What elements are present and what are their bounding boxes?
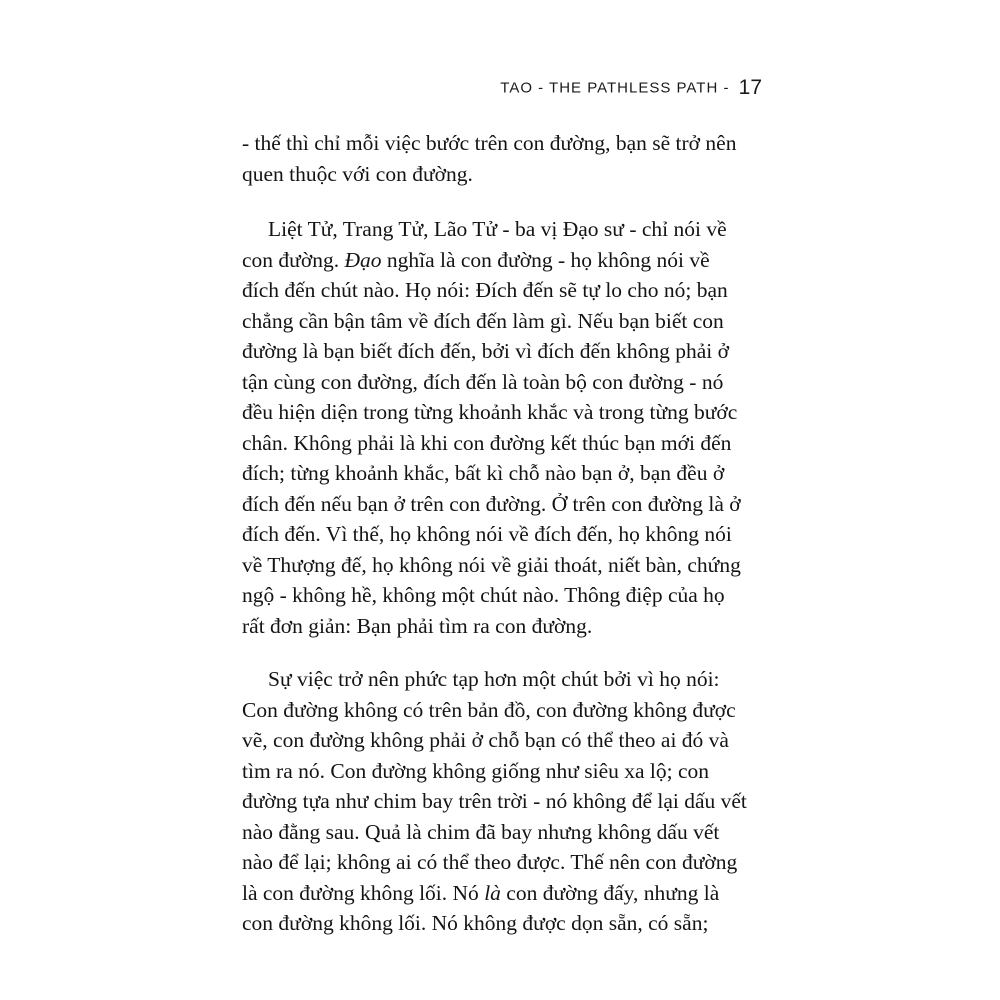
text-line: nào để lại; không ai có thể theo được. Thế nên con đường — [242, 850, 738, 874]
text-line: chân. Không phải là khi con đường kết thúc bạn mới đến — [242, 430, 732, 455]
text-line: đường tựa như chim bay trên trời - nó không để lại dấu vết — [242, 789, 747, 813]
body-text — [242, 128, 772, 939]
text-line: đều hiện diện trong từng khoảnh khắc và trong từng bước — [242, 400, 738, 424]
text-line: - thế thì chỉ mỗi việc bước trên con đường, bạn sẽ trở nên — [242, 131, 737, 155]
running-header-title: TAO - THE PATHLESS PATH - — [500, 79, 730, 97]
text-line: chẳng cần bận tâm về đích đến làm gì. Nếu bạn biết con — [242, 308, 724, 333]
paragraph-1 — [242, 128, 772, 189]
text-line: đích đến chút nào. Họ nói: Đích đến sẽ tự lo cho nó; bạn — [242, 278, 728, 302]
text-line: tìm ra nó. Con đường không giống như siêu xa lộ; con — [242, 758, 710, 783]
paragraph-3 — [242, 664, 772, 939]
text-line: Sự việc trở nên phức tạp hơn một chút bởi vì họ nói: — [268, 667, 720, 691]
text-line: đích đến nếu bạn ở trên con đường. Ở trên con đường là ở — [242, 491, 741, 516]
paragraph-2 — [242, 214, 772, 641]
running-header — [500, 76, 762, 100]
text-line: Liệt Tử, Trang Tử, Lão Tử - ba vị Đạo sư - chỉ nói về — [268, 217, 727, 241]
text-segment: là con đường không lối. Nó — [242, 880, 479, 905]
text-line-mixed — [242, 245, 772, 276]
text-line: Con đường không có trên bản đồ, con đường không được — [242, 697, 736, 722]
text-line: rất đơn giản: Bạn phải tìm ra con đường. — [242, 613, 593, 638]
text-line: ngộ - không hề, không một chút nào. Thông điệp của họ — [242, 583, 725, 607]
text-segment: nghĩa là con đường - họ không nói về — [386, 247, 710, 272]
page-number: 17 — [738, 76, 762, 99]
text-line: con đường không lối. Nó không được dọn sẵn, có sẵn; — [242, 911, 709, 935]
italic-term: là — [484, 880, 501, 905]
text-line: vẽ, con đường không phải ở chỗ bạn có thể theo ai đó và — [242, 728, 729, 752]
text-line: nào đằng sau. Quả là chim đã bay nhưng không dấu vết — [242, 819, 720, 844]
italic-term: Đạo — [344, 247, 382, 272]
text-line: đường là bạn biết đích đến, bởi vì đích đến không phải ở — [242, 339, 730, 363]
text-line: đích đến. Vì thế, họ không nói về đích đến, họ không nói — [242, 522, 732, 546]
text-segment: con đường đấy, nhưng là — [506, 880, 720, 905]
text-line-mixed — [242, 878, 772, 909]
text-segment: con đường. — [242, 247, 340, 272]
text-line: đích; từng khoảnh khắc, bất kì chỗ nào bạn ở, bạn đều ở — [242, 461, 725, 485]
text-line: tận cùng con đường, đích đến là toàn bộ con đường - nó — [242, 369, 724, 394]
text-line: quen thuộc với con đường. — [242, 161, 473, 186]
text-line: về Thượng đế, họ không nói về giải thoát, niết bàn, chứng — [242, 552, 741, 577]
